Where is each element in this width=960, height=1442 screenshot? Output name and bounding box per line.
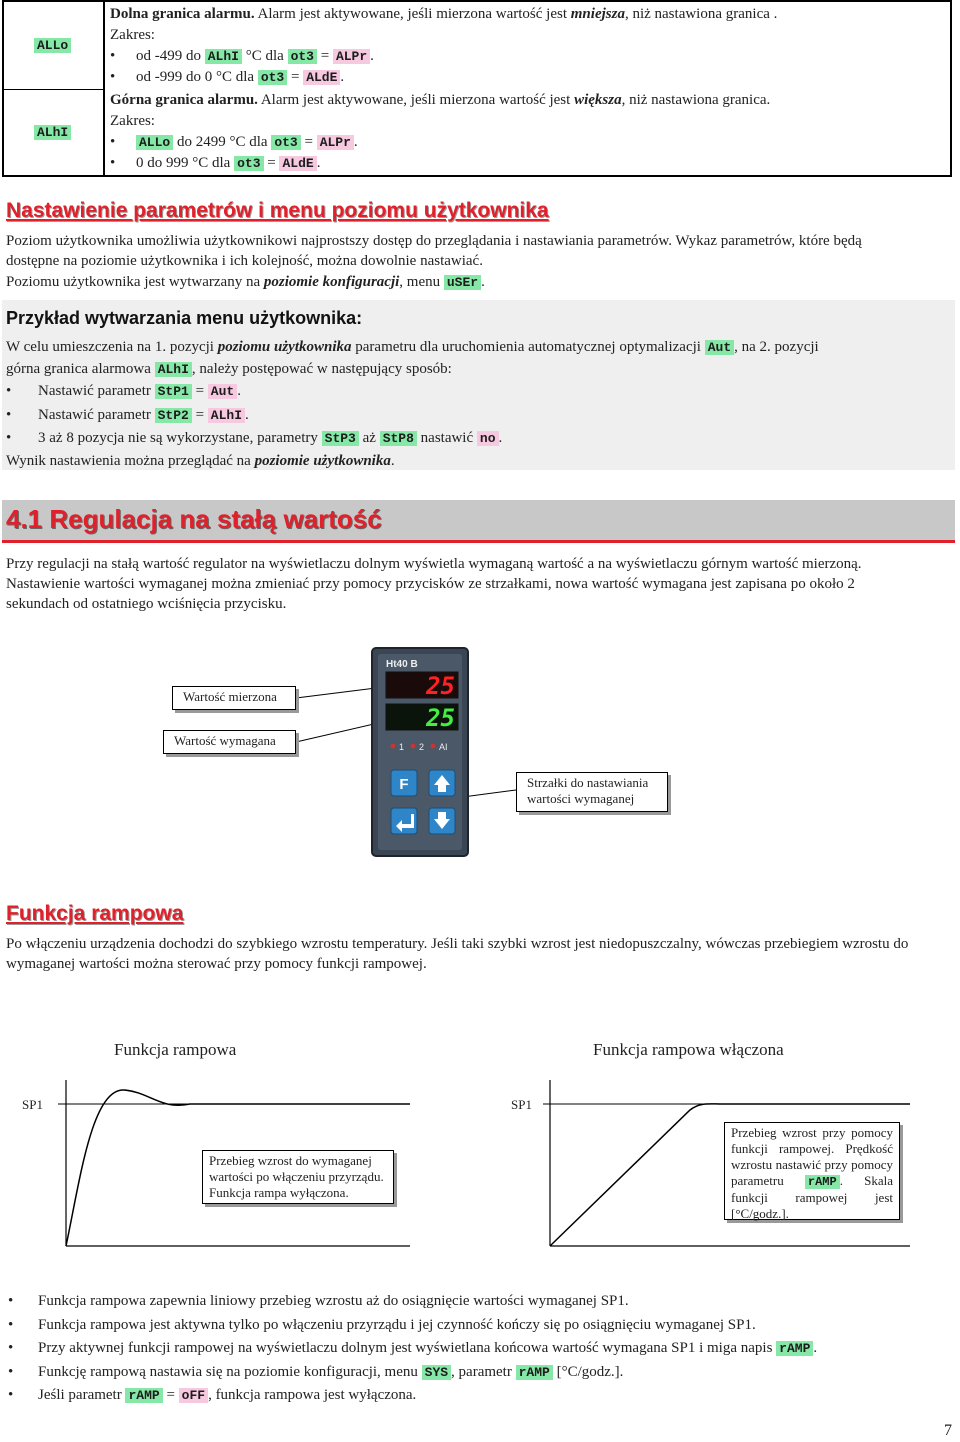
list-item: • Funkcję rampową nastawia się na poziomie konfiguracji, menu SYS , parametr rAMP [°C/godz.].	[6, 1361, 946, 1385]
left-chart-note: Przebieg wzrost do wymaganej wartości po włączeniu przyrządu. Funkcja rampa wyłączona.	[202, 1150, 394, 1204]
user-menu-paragraph-2: Poziomu użytkownika jest wytwarzany na poziomie konfiguracji, menu uSEr .	[6, 274, 485, 290]
list-item: • Funkcja rampowa zapewnia liniowy przebieg wzrostu aż do osiągnięcie wartości wymaganej SP1.	[6, 1290, 946, 1314]
callout-required-value: Wartość wymagana	[163, 730, 296, 754]
alarm-low-key-cell	[4, 2, 105, 89]
ramp-heading: Funkcja rampowa	[6, 902, 184, 925]
alarm-high-key-cell	[4, 89, 105, 175]
list-item: • Nastawić parametr StP2 = ALhI .	[6, 404, 951, 428]
led-label-1: 1	[399, 742, 405, 752]
alarm-low-heading: Dolna granica alarmu.	[110, 6, 255, 22]
led-1	[391, 744, 396, 749]
lower-display-value: 25	[426, 704, 455, 732]
section-4-1-paragraph: Przy regulacji na stałą wartość regulator na wyświetlaczu dolnym wyświetla wymaganą wartość a na wyświetlaczu górnym wartość mierzoną. Nastawienie wartości wymaganej można zmieniać przy pomocy przycisków ze strzałkami, nowa wartość wymagana jest zapisana po około 2 sekundach od ostatniego wciśnięcia przycisku.	[6, 556, 862, 612]
alarm-high-description: Górna granica alarmu. Alarm jest aktywowane, jeśli mierzona wartość jest większa, niż nastawiona granica. Zakres: • ALLo do 2499 °C dla ot3 = ALPr . • 0 do 999 °C dla ot3 = ALdE .	[110, 90, 770, 174]
led-2	[411, 744, 416, 749]
section-4-1-header	[2, 500, 955, 543]
user-menu-heading: Nastawienie parametrów i menu poziomu użytkownika	[6, 199, 549, 222]
ramp-paragraph: Po włączeniu urządzenia dochodzi do szybkiego wzrostu temperatury. Jeśli taki szybki wzrost jest niedopuszczalny, wówczas przebiegiem wzrostu do wymaganej wartości można sterować przy pomocy funkcji rampowej.	[6, 936, 909, 972]
f-button-label: F	[399, 776, 409, 793]
list-item: • Funkcja rampowa jest aktywna tylko po włączeniu przyrządu i jej czynność kończy się po osiągnięciu wymaganej SP1.	[6, 1314, 946, 1338]
led-ai	[431, 744, 436, 749]
upper-display-value: 25	[426, 672, 455, 700]
ramp-bullet-list	[6, 1290, 946, 1408]
device-model-label: Ht40 B	[386, 659, 418, 670]
alarm-table	[2, 0, 952, 177]
user-menu-paragraph: Poziom użytkownika umożliwia użytkownikowi najprostszy dostęp do przeglądania i nastawiania parametrów. Wykaz parametrów, które będą dostępne na poziomie użytkownika i ich kolejność, można dowolnie nastawiać.	[6, 233, 862, 269]
page-number: 7	[944, 1422, 952, 1439]
param-alhi-label: ALhI	[34, 125, 71, 140]
chart-right-title: Funkcja rampowa włączona	[593, 1040, 784, 1059]
controller-illustration	[0, 640, 960, 870]
callout-measured-value: Wartość mierzona	[172, 686, 296, 710]
sp1-label-left: SP1	[22, 1097, 43, 1112]
callout-arrow-buttons: Strzałki do nastawiania wartości wymaganej	[516, 772, 668, 812]
right-chart-note: Przebieg wzrost przy pomocy funkcji rampowej. Prędkość wzrostu nastawić przy pomocy parametru rAMP . Skala funkcji rampowej jest [°C/godz.].	[724, 1122, 900, 1220]
section-4-1-title: 4.1 Regulacja na stałą wartość	[6, 504, 382, 534]
list-item: • od -999 do 0 °C dla ot3 = ALdE .	[110, 67, 777, 88]
sp1-label-right: SP1	[511, 1097, 532, 1112]
list-item: • Nastawić parametr StP1 = Aut .	[6, 380, 951, 404]
example-box	[2, 300, 955, 470]
list-item: • 3 aż 8 pozycja nie są wykorzystane, parametry StP3 aż StP8 nastawić no .	[6, 427, 951, 451]
chart-left-title: Funkcja rampowa	[114, 1040, 237, 1059]
list-item: • Jeśli parametr rAMP = oFF , funkcja rampowa jest wyłączona.	[6, 1384, 946, 1408]
led-label-2: 2	[419, 742, 425, 752]
param-allo-label: ALLo	[34, 38, 71, 53]
list-item: • 0 do 999 °C dla ot3 = ALdE .	[110, 153, 770, 174]
alarm-low-description: Dolna granica alarmu. Alarm jest aktywowane, jeśli mierzona wartość jest mniejsza, niż nastawiona granica . Zakres: • od -499 do ALhI °C dla ot3 = ALPr . • od -999 do 0 °C dla ot3 = ALdE .	[110, 4, 777, 88]
led-label-ai: AI	[439, 742, 448, 752]
example-title: Przykład wytwarzania menu użytkownika:	[6, 308, 363, 328]
example-body: W celu umieszczenia na 1. pozycji poziomu użytkownika parametru dla uruchomienia automatycznej optymalizacji Aut , na 2. pozycji górna granica alarmowa ALhI , należy postępować w następujący sposób: • Nastawić parametr StP1 = Aut . • Nastawić parametr StP2 = ALhI . • 3 aż 8 pozycja nie są wykorzystane, parametry StP3 aż StP8 nastawić no . Wynik nastawienia można przeglądać na poziomie użytkownika.	[6, 337, 951, 471]
list-item: • ALLo do 2499 °C dla ot3 = ALPr .	[110, 132, 770, 153]
list-item: • od -499 do ALhI °C dla ot3 = ALPr .	[110, 46, 777, 67]
list-item: • Przy aktywnej funkcji rampowej na wyświetlaczu dolnym jest wyświetlana końcowa wartość wymagana SP1 i miga napis rAMP .	[6, 1337, 946, 1361]
alarm-high-heading: Górna granica alarmu.	[110, 92, 258, 108]
